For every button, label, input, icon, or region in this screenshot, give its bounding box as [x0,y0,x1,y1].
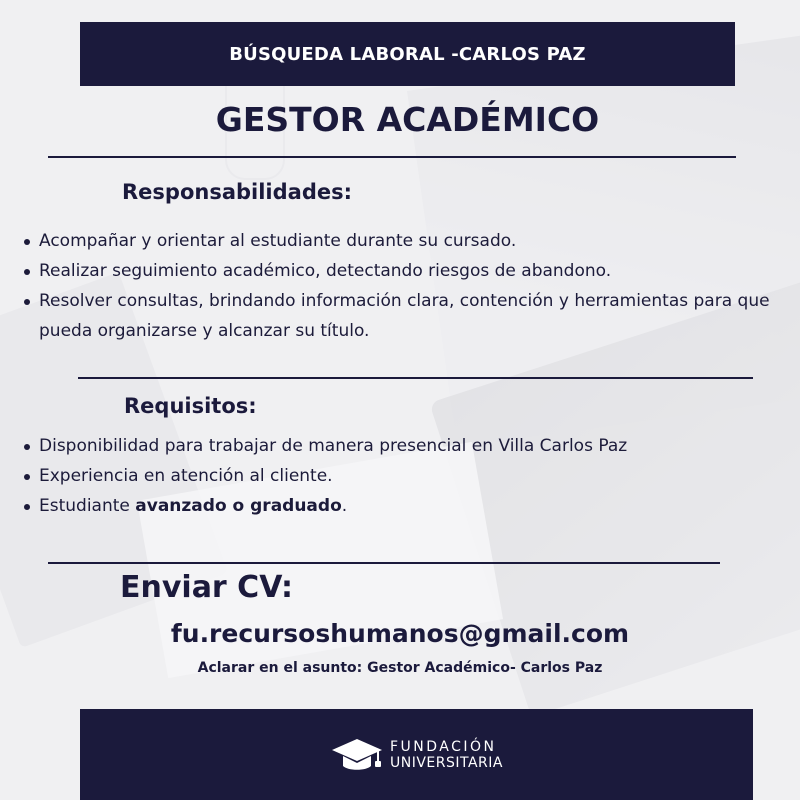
responsibilities-heading: Responsabilidades: [122,180,352,204]
contact-email[interactable]: fu.recursoshumanos@gmail.com [170,619,630,648]
requirements-list [20,431,780,521]
banner-title: BÚSQUEDA LABORAL -CARLOS PAZ [229,43,586,65]
top-banner [80,22,735,86]
footer-banner [80,709,753,800]
list-item: Acompañar y orientar al estudiante durante su cursado. [20,226,780,256]
divider [48,562,720,564]
graduation-cap-icon [330,735,384,775]
list-item: Experiencia en atención al cliente. [20,461,780,491]
list-item-suffix: . [341,496,348,516]
logo-line-1: FUNDACIÓN [390,738,497,755]
send-cv-heading: Enviar CV: [120,570,294,605]
list-item-emphasis: avanzado o graduado [135,496,342,516]
job-title: GESTOR ACADÉMICO [215,100,600,139]
divider [78,377,753,379]
list-item: Realizar seguimiento académico, detectando riesgos de abandono. [20,256,780,286]
list-item [20,491,780,521]
fundacion-logo [330,735,503,775]
requirements-heading: Requisitos: [124,394,257,418]
subject-note: Aclarar en el asunto: Gestor Académico- Carlos Paz [197,660,603,676]
list-item: Resolver consultas, brindando información clara, contención y herramientas para que pueda organizarse y alcanzar su título. [20,286,780,346]
responsibilities-list [20,226,780,346]
divider [48,156,736,158]
list-item-prefix: Estudiante [39,496,136,516]
list-item: Disponibilidad para trabajar de manera presencial en Villa Carlos Paz [20,431,780,461]
logo-line-2: UNIVERSITARIA [390,754,503,771]
